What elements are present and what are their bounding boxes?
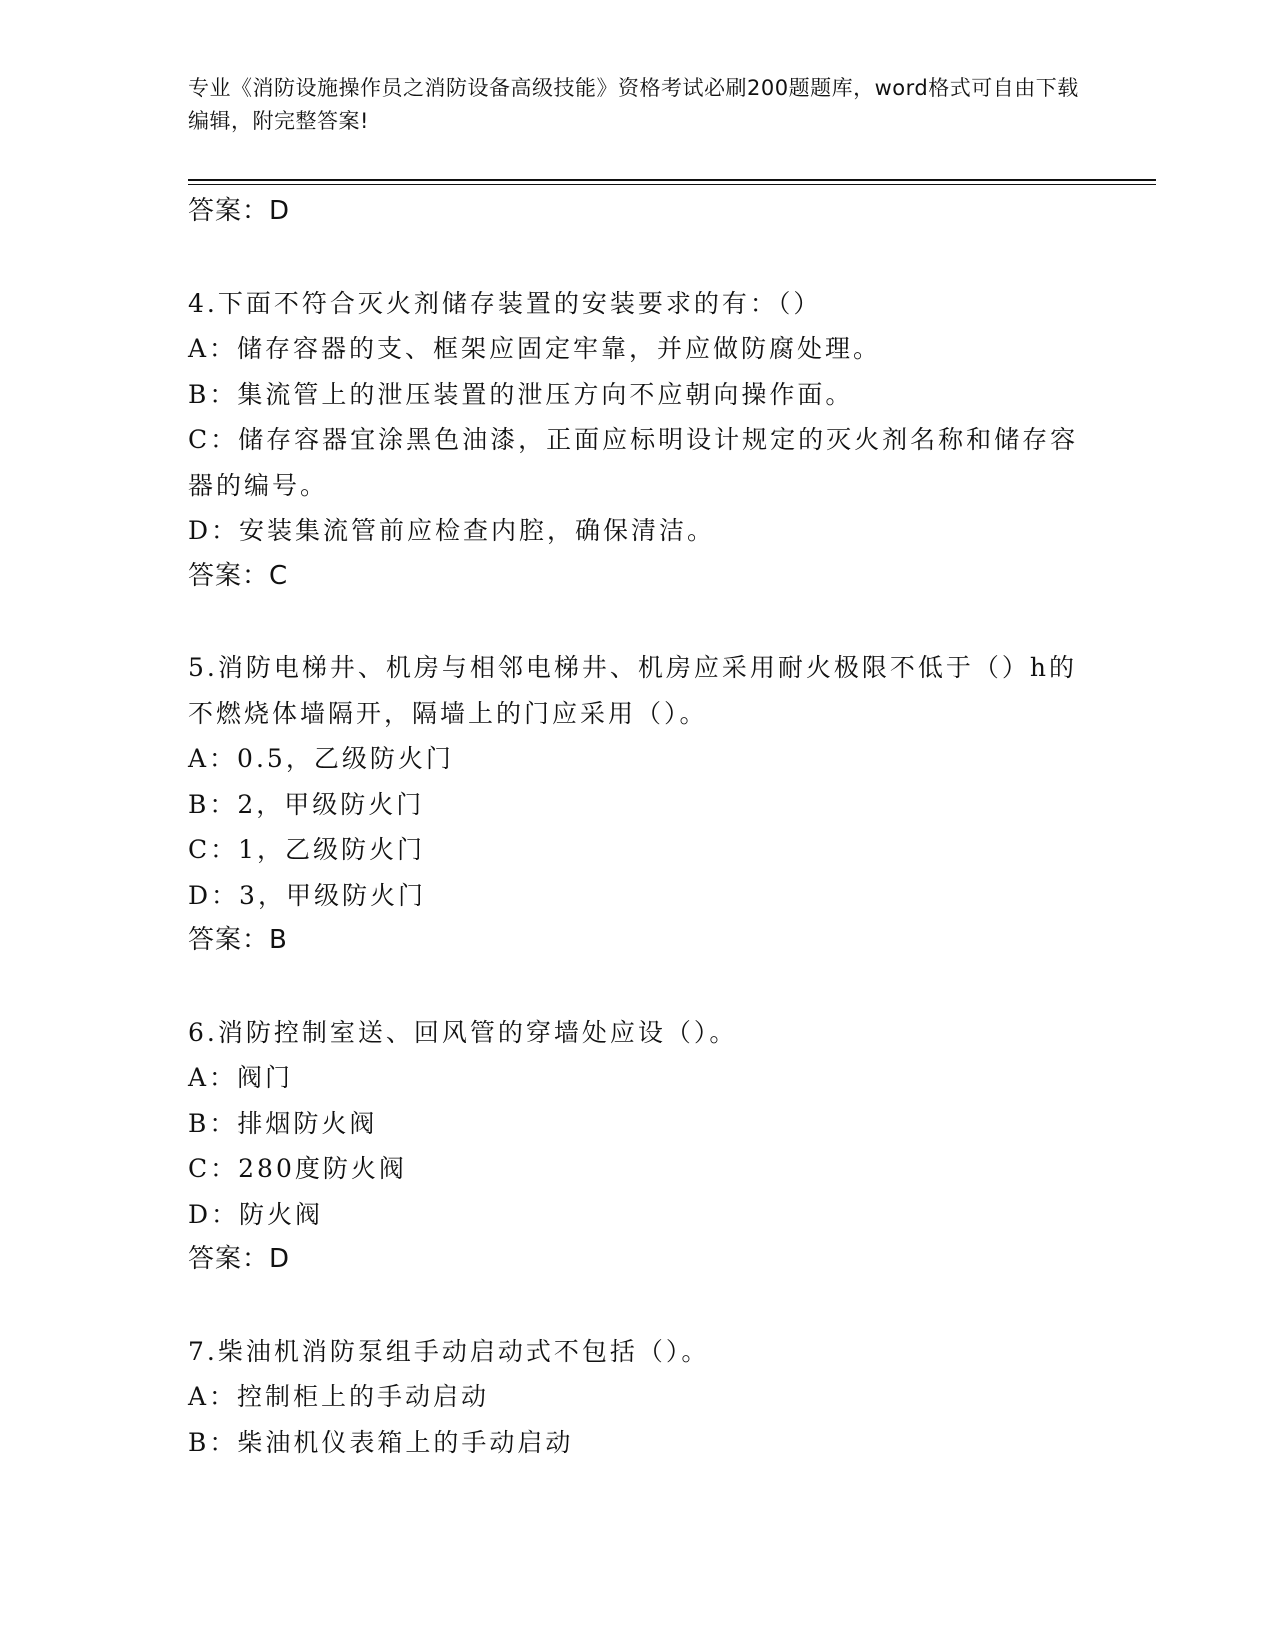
option-a: A：阀门: [188, 1063, 294, 1092]
question-7: [188, 1329, 1088, 1466]
question-4: [188, 281, 1088, 600]
option-b: B：2，甲级防火门: [188, 789, 425, 819]
option-c: C：280度防火阀: [188, 1154, 407, 1183]
option-c: C：1，乙级防火门: [188, 835, 426, 864]
question-list: [188, 189, 1088, 1465]
question-stem: 5.消防电梯井、机房与相邻电梯井、机房应采用耐火极限不低于（）h的不燃烧体墙隔开，隔墙上的门应采用（）。: [188, 653, 1077, 728]
spacer: [188, 599, 1088, 645]
option-b: B：柴油机仪表箱上的手动启动: [188, 1427, 574, 1457]
option-d: D：安装集流管前应检查内腔，确保清洁。: [188, 516, 716, 545]
document-header: 专业《消防设施操作员之消防设备高级技能》资格考试必刷200题题库，word格式可自由下载编辑，附完整答案!: [188, 76, 1079, 133]
option-a: A：储存容器的支、框架应固定牢靠，并应做防腐处理。: [188, 334, 882, 363]
option-b: B：集流管上的泄压装置的泄压方向不应朝向操作面。: [188, 379, 854, 409]
answer: 答案：C: [188, 560, 289, 591]
option-a: A：控制柜上的手动启动: [188, 1382, 490, 1411]
spacer: [188, 964, 1088, 1010]
spacer: [188, 235, 1088, 281]
previous-answer: 答案：D: [188, 196, 291, 226]
header-divider-thin: [188, 184, 1156, 185]
question-6: [188, 1010, 1088, 1283]
option-a: A：0.5，乙级防火门: [188, 744, 454, 773]
question-stem: 6.消防控制室送、回风管的穿墙处应设（）。: [188, 1017, 738, 1047]
header-divider-thick: [188, 179, 1156, 181]
option-b: B：排烟防火阀: [188, 1108, 378, 1138]
question-stem: 7.柴油机消防泵组手动启动式不包括（）。: [188, 1336, 710, 1366]
answer: 答案：D: [188, 1244, 291, 1274]
option-d: D：防火阀: [188, 1199, 324, 1229]
option-d: D：3，甲级防火门: [188, 880, 426, 910]
question-5: [188, 645, 1088, 964]
answer: 答案：B: [188, 925, 288, 955]
option-c: C：储存容器宜涂黑色油漆，正面应标明设计规定的灭火剂名称和储存容器的编号。: [188, 425, 1079, 500]
question-stem: 4.下面不符合灭火剂储存装置的安装要求的有：（）: [188, 288, 822, 318]
spacer: [188, 1283, 1088, 1329]
